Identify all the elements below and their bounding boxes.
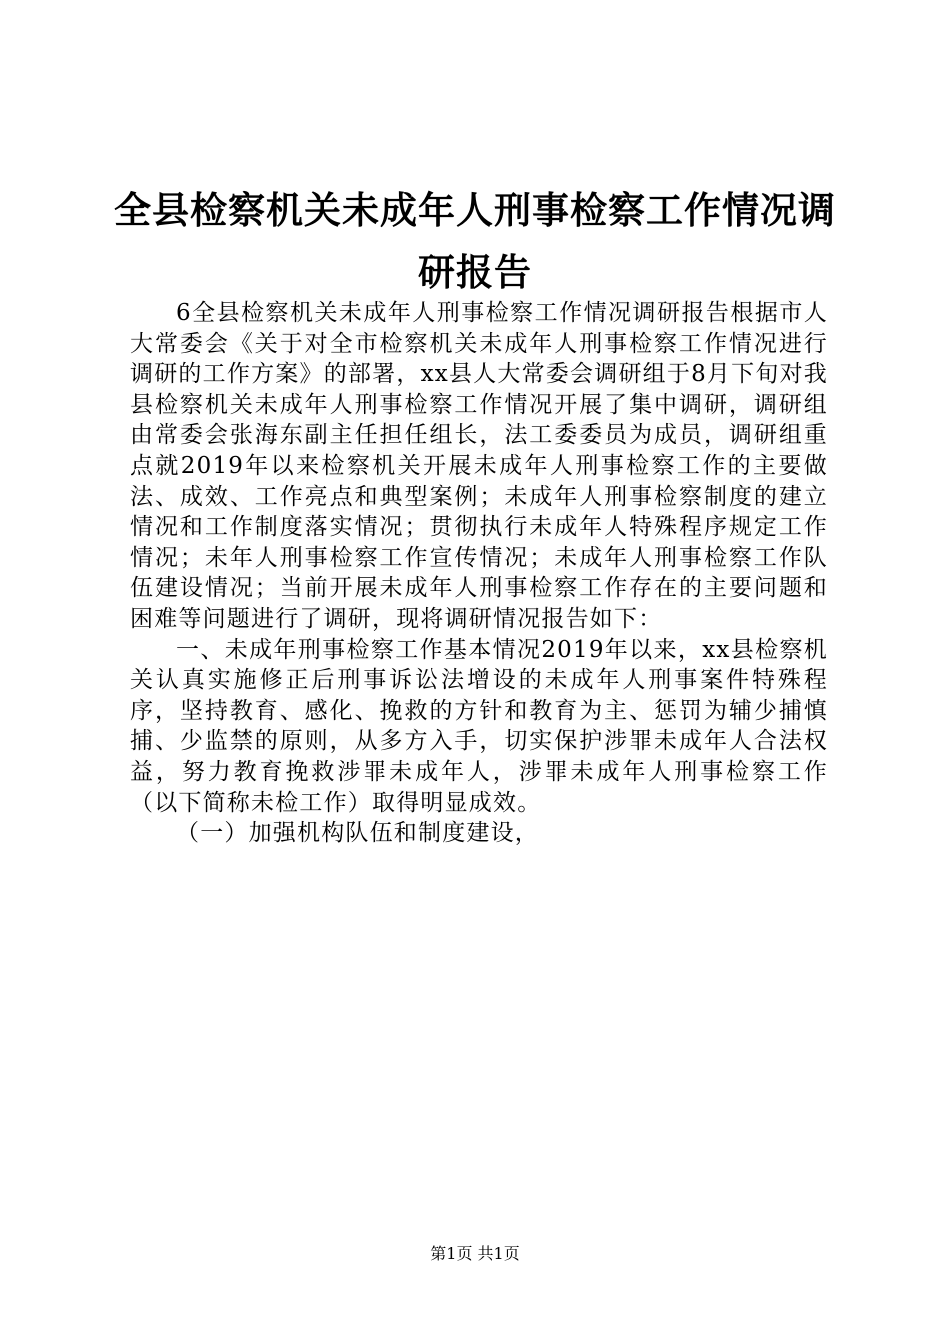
document-title: 全县检察机关未成年人刑事检察工作情况调研报告 bbox=[114, 189, 836, 294]
paragraph-section-one: 一、未成年刑事检察工作基本情况2019年以来，xx县检察机关认真实施修正后刑事诉讼法增设的未成年人刑事案件特殊程序，坚持教育、感化、挽救的方针和教育为主、惩罚为辅少捕慎捕、少监禁的原则，从多方入手，切实保护涉罪未成年人合法权益，努力教育挽救涉罪未成年人，涉罪未成年人刑事检察工作（以下简称未检工作）取得明显成效。 bbox=[130, 636, 828, 816]
page-footer: 第1页 共1页 bbox=[430, 1244, 520, 1263]
paragraph-subsection-one: （一）加强机构队伍和制度建设， bbox=[176, 820, 539, 847]
paragraph-intro: 6全县检察机关未成年人刑事检察工作情况调研报告根据市人大常委会《关于对全市检察机关未成年人刑事检察工作情况进行调研的工作方案》的部署，xx县人大常委会调研组于8月下旬对我县检察机关未成年人刑事检察工作情况开展了集中调研，调研组由常委会张海东副主任担任组长，法工委委员为成员，调研组重点就2019年以来检察机关开展未成年人刑事检察工作的主要做法、成效、工作亮点和典型案例；未成年人刑事检察制度的建立情况和工作制度落实情况；贯彻执行未成年人特殊程序规定工作情况；未年人刑事检察工作宣传情况；未成年人刑事检察工作队伍建设情况；当前开展未成年人刑事检察工作存在的主要问题和困难等问题进行了调研，现将调研情况报告如下： bbox=[130, 300, 828, 632]
document-body bbox=[130, 298, 828, 849]
